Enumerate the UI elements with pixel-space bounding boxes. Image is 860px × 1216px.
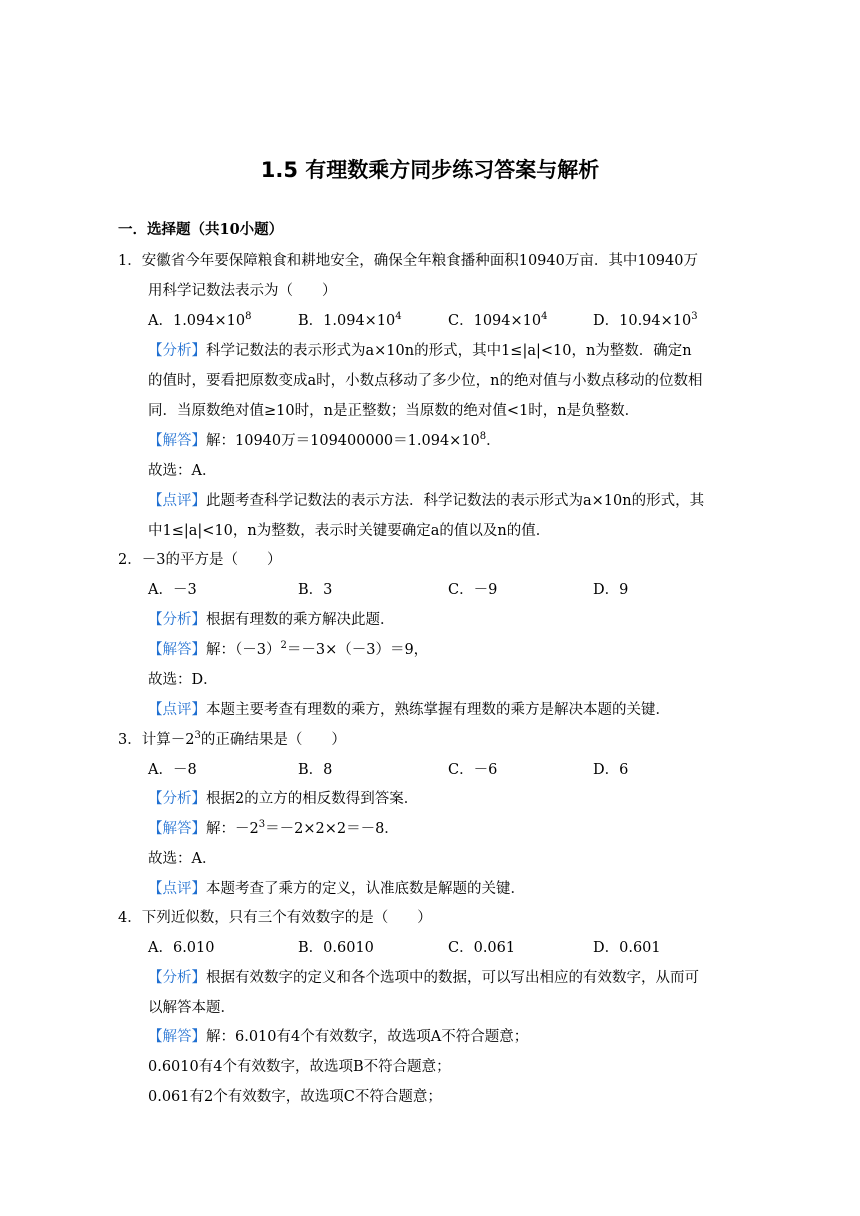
q4-answer-line3: 0.061有2个有效数字，故选项C不符合题意； bbox=[148, 1089, 442, 1105]
q3-stem: 3．计算$-2^3$的正确结果是（ ） bbox=[118, 730, 346, 748]
q3-analysis: 【分析】根据2的立方的相反数得到答案． bbox=[148, 791, 419, 807]
q4-stem: 4．下列近似数，只有三个有效数字的是（ ） bbox=[118, 910, 432, 926]
comment-tag: 【点评】 bbox=[148, 702, 206, 718]
q3-option-b: B．8 bbox=[298, 762, 333, 778]
q4-option-b: B．0.6010 bbox=[298, 940, 374, 956]
analysis-tag: 【分析】 bbox=[148, 791, 206, 807]
q3-option-c: C．－6 bbox=[448, 762, 498, 778]
q1-stem-line1: 1．安徽省今年要保障粮食和耕地安全，确保全年粮食播种面积10940万亩．其中10940万 bbox=[118, 253, 698, 269]
q1-analysis-line1: 【分析】科学记数法的表示形式为a×10n的形式，其中1≤|a|<10，n为整数．确定n bbox=[148, 343, 692, 359]
q2-option-c: C．－9 bbox=[448, 582, 498, 598]
q4-analysis-line1: 【分析】根据有效数字的定义和各个选项中的数据，可以写出相应的有效数字，从而可 bbox=[148, 970, 699, 986]
q3-choice: 故选：A． bbox=[148, 851, 217, 867]
q4-analysis-line2: 以解答本题． bbox=[148, 1000, 235, 1016]
q1-comment-line1: 【点评】此题考查科学记数法的表示方法．科学记数法的表示形式为a×10n的形式，其 bbox=[148, 493, 705, 509]
comment-tag: 【点评】 bbox=[148, 881, 206, 897]
q2-answer: 【解答】解：$(-3)^2=-3\times(-3)=9$， bbox=[148, 640, 429, 658]
q3-answer: 【解答】解：$-2^3=-2\times 2\times 2=-8$． bbox=[148, 819, 399, 837]
q3-comment: 【点评】本题考查了乘方的定义，认准底数是解题的关键． bbox=[148, 881, 525, 897]
q1-option-c: C．$1094\times 10^4$ bbox=[448, 311, 548, 329]
q1-option-b: B．$1.094\times 10^4$ bbox=[298, 311, 402, 329]
page-title: 1.5 有理数乘方同步练习答案与解析 bbox=[260, 158, 600, 182]
q1-choice: 故选：A． bbox=[148, 463, 217, 479]
q1-comment-line2: 中1≤|a|<10，n为整数，表示时关键要确定a的值以及n的值． bbox=[148, 523, 551, 539]
q1-answer: 【解答】解：10940万$=109400000=1.094\times 10^8$． bbox=[148, 431, 501, 449]
q3-option-d: D．6 bbox=[593, 762, 629, 778]
answer-tag: 【解答】 bbox=[148, 821, 206, 837]
q1-option-a: A．$1.094\times 10^8$ bbox=[148, 311, 252, 329]
q4-answer-line1: 【解答】解：6.010有4个有效数字，故选项A不符合题意； bbox=[148, 1029, 529, 1045]
q1-analysis-line3: 同．当原数绝对值≥10时，n是正整数；当原数的绝对值<1时，n是负整数． bbox=[148, 403, 640, 419]
q2-option-d: D．9 bbox=[593, 582, 629, 598]
q1-option-d: D．$10.94\times 10^3$ bbox=[593, 311, 698, 329]
analysis-tag: 【分析】 bbox=[148, 970, 206, 986]
q4-option-d: D．0.601 bbox=[593, 940, 661, 956]
answer-tag: 【解答】 bbox=[148, 1029, 206, 1045]
q2-option-b: B．3 bbox=[298, 582, 333, 598]
comment-tag: 【点评】 bbox=[148, 493, 206, 509]
q2-analysis: 【分析】根据有理数的乘方解决此题． bbox=[148, 612, 395, 628]
q2-comment: 【点评】本题主要考查有理数的乘方，熟练掌握有理数的乘方是解决本题的关键． bbox=[148, 702, 670, 718]
q2-option-a: A．－3 bbox=[148, 582, 197, 598]
answer-tag: 【解答】 bbox=[148, 642, 206, 658]
analysis-tag: 【分析】 bbox=[148, 612, 206, 628]
q4-option-c: C．0.061 bbox=[448, 940, 516, 956]
section-heading: 一．选择题（共10小题） bbox=[118, 221, 284, 238]
q1-stem-line2: 用科学记数法表示为（ ） bbox=[148, 283, 337, 299]
q2-choice: 故选：D． bbox=[148, 672, 218, 688]
answer-tag: 【解答】 bbox=[148, 433, 206, 449]
analysis-tag: 【分析】 bbox=[148, 343, 206, 359]
q3-option-a: A．－8 bbox=[148, 762, 197, 778]
q4-answer-line2: 0.6010有4个有效数字，故选项B不符合题意； bbox=[148, 1059, 451, 1075]
q4-option-a: A．6.010 bbox=[148, 940, 215, 956]
q1-analysis-line2: 的值时，要看把原数变成a时，小数点移动了多少位，n的绝对值与小数点移动的位数相 bbox=[148, 373, 703, 389]
q2-stem: 2．－3的平方是（ ） bbox=[118, 552, 282, 568]
